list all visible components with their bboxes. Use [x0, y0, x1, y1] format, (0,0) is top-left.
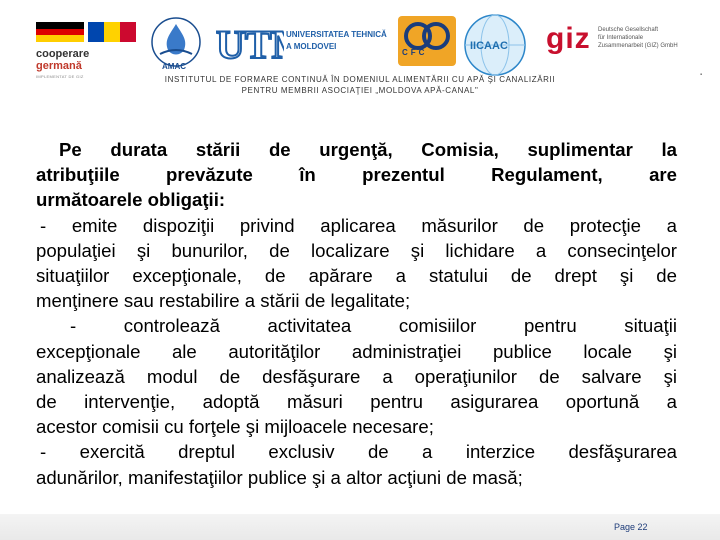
- text-line: de intervenţie, adoptă măsuri pentru asigurarea oportună a: [36, 391, 677, 413]
- text-line: adunărilor, manifestaţiilor publice şi a altor acţiuni de masă;: [36, 466, 523, 488]
- moldova-flag-icon: [88, 22, 136, 42]
- text-line: menţinere sau restabilire a stării de legalitate;: [36, 290, 411, 312]
- cooperare-text: cooperare: [36, 48, 90, 60]
- iicaac-label: IICAAC: [470, 40, 508, 52]
- giz-wordmark: giz: [546, 22, 591, 55]
- giz-line3: Zusammenarbeit (GIZ) GmbH: [598, 43, 678, 49]
- svg-text:UTM: UT: [216, 22, 272, 66]
- footer-band: [0, 514, 720, 540]
- text-line: analizează modul de desfăşurare a operaţiunilor de salvare şi: [36, 365, 677, 387]
- amac-label: AMAC: [162, 62, 186, 71]
- utm-logo: [214, 22, 390, 66]
- text-line: acestor comisii cu forţele şi mijloacele necesare;: [36, 416, 434, 438]
- logo-bar: [0, 0, 720, 86]
- text-line: Pe durata stării de urgenţă, Comisia, suplimentar la: [59, 139, 677, 160]
- cfc-logo: [398, 16, 456, 66]
- cooperare-germana-logo: [36, 22, 136, 78]
- germany-flag-icon: [36, 22, 84, 42]
- text-line: situaţiilor excepţionale, de apărare a statului de drept şi de: [36, 265, 677, 287]
- cfc-label: CFC: [402, 48, 428, 57]
- text-line: următoarele obligaţii:: [36, 189, 226, 211]
- text-line: populaţiei şi bunurilor, de localizare şi lichidare a consecinţelor: [36, 239, 677, 261]
- giz-logo: [546, 22, 686, 72]
- text-line: excepţionale ale autorităţilor administraţiei publice locale şi: [36, 340, 677, 362]
- giz-line1: Deutsche Gesellschaft: [598, 27, 659, 33]
- giz-line2: für Internationale: [598, 35, 644, 41]
- coop-subtext: IMPLEMENTAT DE GIZ: [36, 74, 84, 79]
- institute-name-line2: PENTRU MEMBRII ASOCIAŢIEI „MOLDOVA APĂ-CANAL": [241, 86, 479, 95]
- utm-line1: UNIVERSITATEA TEHNICĂ: [286, 30, 387, 39]
- institute-name-line1: INSTITUTUL DE FORMARE CONTINUĂ ÎN DOMENIUL ALIMENTĂRII CU APĂ ŞI CANALIZĂRII: [164, 75, 556, 84]
- text-line: - emite dispoziţii privind aplicarea măsurilor de protecţie a: [40, 214, 677, 236]
- germana-text: germană: [36, 60, 82, 72]
- text-line: - controlează activitatea comisiilor pentru situaţii: [70, 315, 677, 337]
- utm-line2: A MOLDOVEI: [286, 42, 337, 51]
- iicaac-logo: [462, 12, 528, 78]
- utm-emblem-icon: [214, 22, 284, 66]
- text-line: - exercită dreptul exclusiv de a interzice desfăşurarea: [40, 441, 677, 463]
- text-line: atribuţiile prevăzute în prezentul Regulament, are: [36, 164, 677, 186]
- cfc-emblem-icon: [398, 16, 456, 66]
- main-text: [36, 137, 677, 490]
- amac-logo: [144, 16, 208, 74]
- flags-icon: [36, 22, 136, 44]
- page-number: Page 22: [614, 522, 648, 532]
- corner-mark-icon: ▪: [700, 72, 703, 78]
